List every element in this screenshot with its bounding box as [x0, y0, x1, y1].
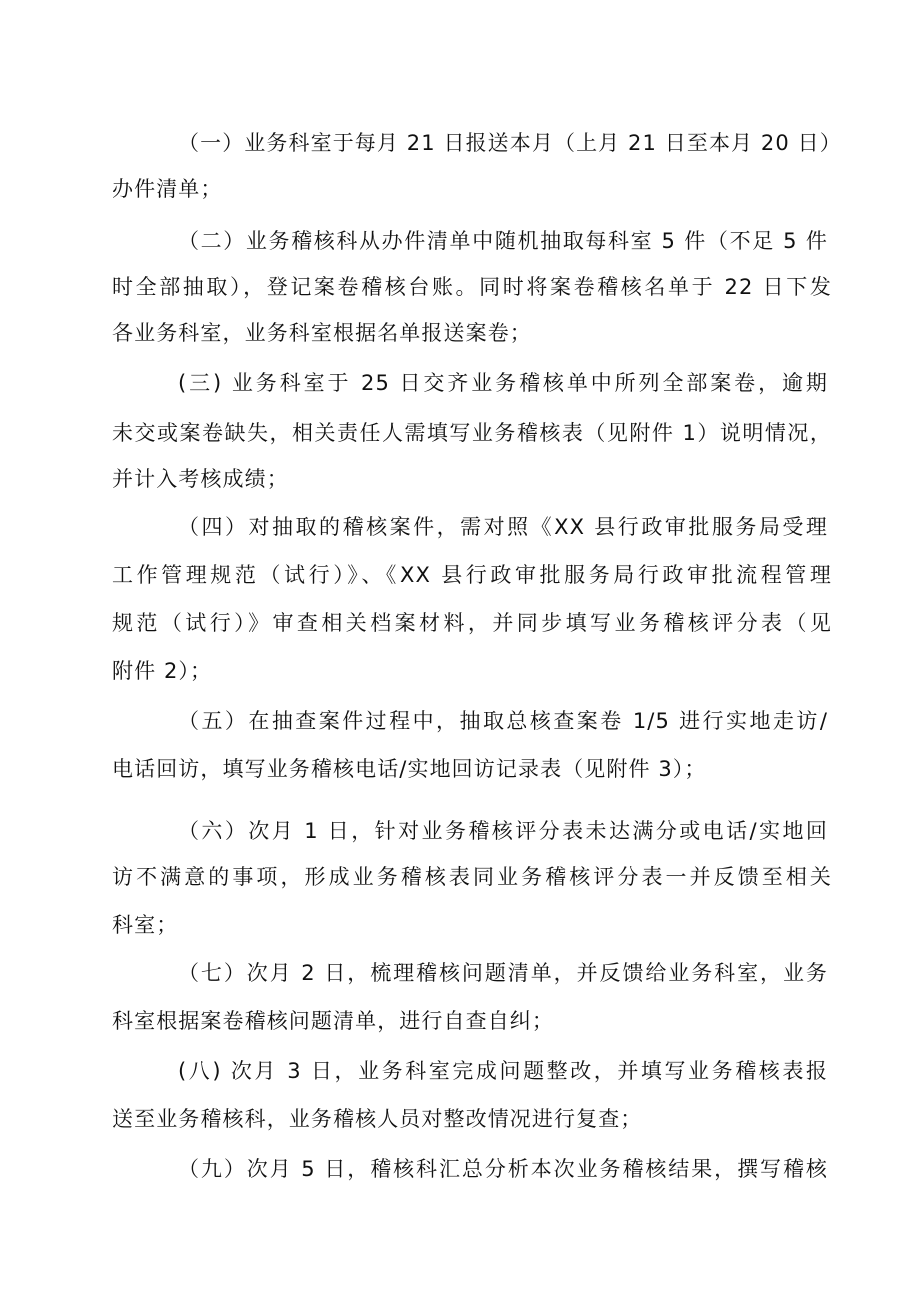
paragraph-4-line-4: 附件 2）；	[112, 659, 213, 683]
paragraph-1-line-1: （一）业务科室于每月 21 日报送本月（上月 21 日至本月 20 日）	[178, 131, 842, 155]
paragraph-4-line-1: （四）对抽取的稽核案件，需对照《XX 县行政审批服务局受理	[178, 515, 828, 539]
paragraph-2-line-3: 各业务科室，业务科室根据名单报送案卷；	[112, 321, 532, 345]
paragraph-2-line-2: 时全部抽取），登记案卷稽核台账。同时将案卷稽核名单于 22 日下发	[112, 275, 832, 299]
paragraph-5-line-2: 电话回访，填写业务稽核电话/实地回访记录表（见附件 3）；	[112, 757, 707, 781]
paragraph-7-line-1: （七）次月 2 日，梳理稽核问题清单，并反馈给业务科室，业务	[178, 961, 828, 985]
paragraph-6-line-2: 访不满意的事项，形成业务稽核表同业务稽核评分表一并反馈至相关	[112, 865, 832, 889]
paragraph-2-line-1: （二）业务稽核科从办件清单中随机抽取每科室 5 件（不足 5 件	[178, 229, 828, 253]
paragraph-4-line-2: 工作管理规范（试行）》、《XX 县行政审批服务局行政审批流程管理	[112, 563, 832, 587]
paragraph-8-line-1: (八) 次月 3 日，业务科室完成问题整改，并填写业务稽核表报	[178, 1059, 828, 1083]
paragraph-4-line-3: 规范（试行）》审查相关档案材料，并同步填写业务稽核评分表（见	[112, 611, 832, 635]
paragraph-5-line-1: （五）在抽查案件过程中，抽取总核查案卷 1/5 进行实地走访/	[178, 709, 828, 733]
paragraph-3-line-2: 未交或案卷缺失，相关责任人需填写业务稽核表（见附件 1）说明情况，	[112, 421, 832, 445]
paragraph-8-line-2: 送至业务稽核科，业务稽核人员对整改情况进行复查；	[112, 1107, 643, 1131]
paragraph-3-line-1: (三) 业务科室于 25 日交齐业务稽核单中所列全部案卷，逾期	[178, 371, 828, 395]
paragraph-1-line-2: 办件清单；	[112, 177, 223, 201]
paragraph-6-line-3: 科室；	[112, 913, 179, 937]
paragraph-3-line-3: 并计入考核成绩；	[112, 467, 289, 491]
paragraph-9-line-1: （九）次月 5 日，稽核科汇总分析本次业务稽核结果，撰写稽核	[178, 1157, 828, 1181]
paragraph-7-line-2: 科室根据案卷稽核问题清单，进行自查自纠；	[112, 1009, 554, 1033]
paragraph-6-line-1: （六）次月 1 日，针对业务稽核评分表未达满分或电话/实地回	[178, 819, 828, 843]
